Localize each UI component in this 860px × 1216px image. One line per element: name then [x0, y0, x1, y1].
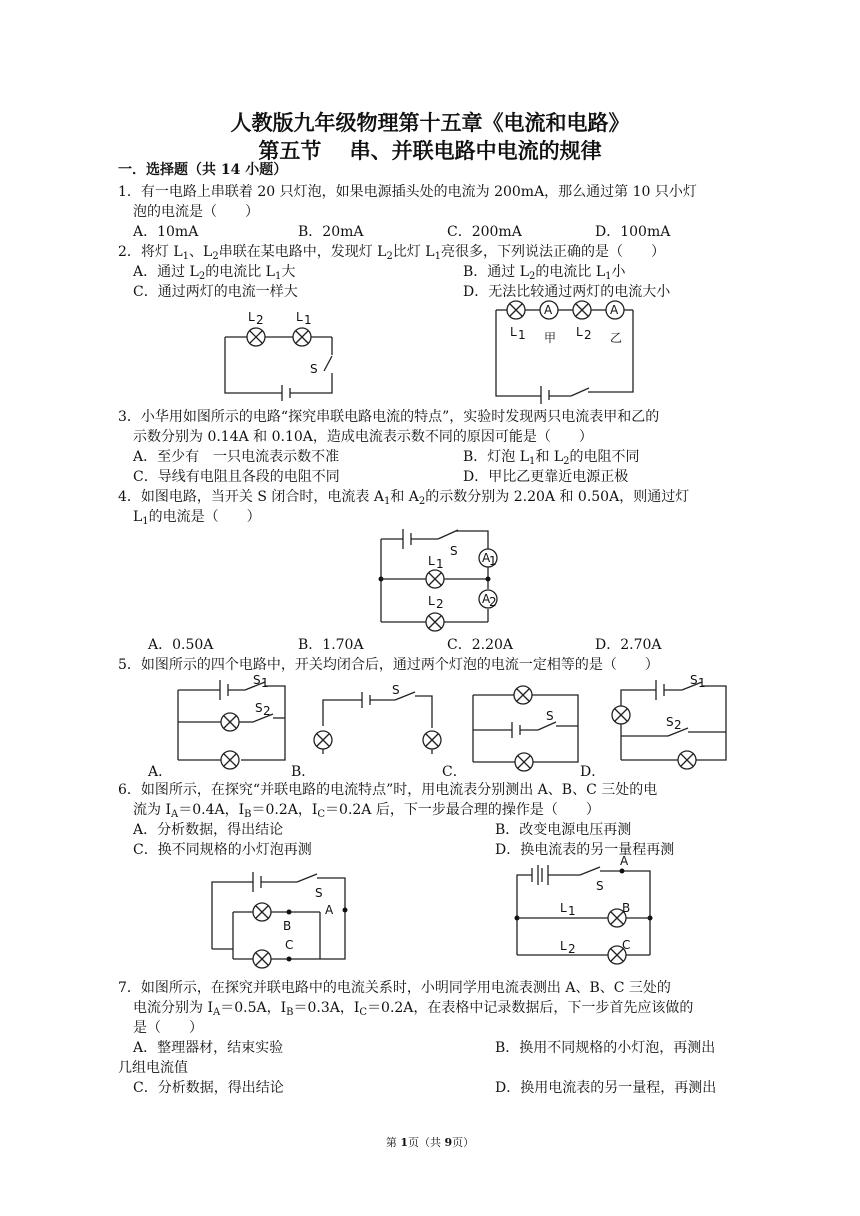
svg-text:2: 2 — [674, 718, 682, 732]
svg-text:A: A — [482, 592, 491, 606]
svg-text:L: L — [510, 325, 517, 339]
svg-text:S: S — [255, 701, 263, 715]
q1-option-d: D．100mA — [595, 224, 671, 240]
q1-option-b: B．20mA — [298, 224, 364, 240]
svg-text:乙: 乙 — [610, 331, 623, 345]
q3-stem-line-2: 示数分别为 0.14A 和 0.10A，造成电流表示数不同的原因可能是（ ） — [133, 429, 593, 445]
svg-text:2: 2 — [584, 328, 592, 342]
svg-text:L: L — [560, 901, 567, 915]
q6-circuit-figure-1 — [205, 867, 355, 972]
q5-stem: 5．如图所示的四个电路中，开关均闭合后，通过两个灯泡的电流一定相等的是（ ） — [118, 657, 659, 673]
svg-text:S: S — [310, 362, 318, 376]
q3-stem-line-1: 3．小华用如图所示的电路“探究串联电路电流的特点”，实验时发现两只电流表甲和乙的 — [118, 409, 660, 425]
svg-text:L: L — [428, 554, 435, 568]
svg-text:L: L — [576, 325, 583, 339]
q7-option-b-continued: 几组电流值 — [118, 1060, 188, 1076]
page-footer: 第 1页（共 9页） — [385, 1136, 475, 1149]
q1-stem-line-1: 1．有一电路上串联着 20 只灯泡，如果电源插头处的电流为 200mA，那么通过第 10 只小灯 — [118, 184, 697, 200]
svg-text:2: 2 — [436, 597, 444, 611]
q5-circuit-a — [175, 673, 295, 770]
q3-option-c: C．导线有电阻且各段的电阻不同 — [133, 469, 340, 485]
q7-stem-line-2: 电流分别为 $I_A=0.5A$，$I_B=0.3A$，$I_C=0.2A$，在表格中记录数据后，下一步首先应该做的 — [133, 1000, 694, 1018]
svg-text:甲: 甲 — [544, 331, 557, 345]
svg-text:2: 2 — [568, 942, 576, 956]
switch — [571, 388, 589, 396]
svg-text:L: L — [428, 594, 435, 608]
q3-option-b: B．灯泡 $L_1$和 $L_2$的电阻不同 — [463, 449, 640, 467]
q2-option-c: C．通过两灯的电流一样大 — [133, 284, 298, 300]
svg-text:A: A — [610, 303, 619, 317]
switch-s — [324, 356, 332, 371]
q4-circuit-figure — [378, 527, 503, 635]
q4-option-c: C．2.20A — [447, 637, 513, 653]
svg-text:1: 1 — [304, 313, 312, 327]
q6-option-d: D．换电流表的另一量程再测 — [495, 842, 675, 858]
svg-text:A: A — [325, 903, 334, 917]
q1-option-a: A．10mA — [133, 224, 199, 240]
svg-text:1: 1 — [698, 676, 706, 690]
svg-text:A: A — [620, 854, 629, 868]
svg-text:L: L — [248, 310, 255, 324]
q4-option-b: B．1.70A — [298, 637, 364, 653]
q5-circuit-b — [310, 683, 445, 758]
q7-option-b: B．换用不同规格的小灯泡，再测出 — [495, 1040, 716, 1056]
q1-stem-line-2: 泡的电流是（ ） — [133, 204, 259, 220]
q5-label-a: A． — [148, 764, 173, 780]
svg-text:B: B — [283, 919, 292, 933]
svg-text:A: A — [482, 551, 491, 565]
svg-text:C: C — [622, 938, 631, 952]
title-line-1: 人教版九年级物理第十五章《电流和电路》 — [230, 110, 630, 135]
q4-option-d: D．2.70A — [595, 637, 662, 653]
svg-text:1: 1 — [568, 904, 576, 918]
q6-option-b: B．改变电源电压再测 — [495, 822, 632, 838]
switch-s — [438, 530, 458, 539]
q7-option-d: D．换用电流表的另一量程，再测出 — [495, 1080, 717, 1096]
q4-stem-line-1: 4．如图电路，当开关 S 闭合时，电流表 $A_1$和 $A_2$的示数分别为 2.20A 和 0.50A，则通过灯 — [118, 489, 690, 507]
svg-text:A: A — [544, 303, 553, 317]
q3-option-a: A．至少有 一只电流表示数不准 — [133, 449, 340, 465]
q4-option-a: A．0.50A — [148, 637, 214, 653]
q6-option-c: C．换不同规格的小灯泡再测 — [133, 842, 312, 858]
svg-text:S: S — [392, 683, 400, 697]
q5-label-c: C． — [442, 764, 467, 780]
svg-text:1: 1 — [489, 554, 497, 568]
svg-text:1: 1 — [518, 328, 526, 342]
q4-stem-line-2: $L_1$的电流是（ ） — [133, 509, 261, 527]
q7-option-a: A．整理器材，结束实验 — [133, 1040, 284, 1056]
q5-label-d: D． — [580, 764, 606, 780]
q6-stem-line-2: 流为 $I_A=0.4A$，$I_B=0.2A$，$I_C=0.2A$ 后，下一步最合理的操作是（ ） — [133, 802, 600, 820]
section-heading: 一．选择题（共 14 小题） — [118, 162, 288, 178]
q5-label-b: B． — [291, 764, 316, 780]
title-line-2: 第五节 串、并联电路中电流的规律 — [258, 138, 602, 163]
svg-text:2: 2 — [256, 313, 264, 327]
q2-option-b: B．通过 $L_2$的电流比 $L_1$小 — [463, 264, 626, 282]
q2-circuit-figure — [220, 305, 340, 400]
svg-text:S: S — [596, 879, 604, 893]
q7-stem-line-3: 是（ ） — [133, 1020, 203, 1036]
q6-circuit-figure-2 — [510, 854, 660, 972]
svg-text:S: S — [315, 886, 323, 900]
svg-text:S: S — [546, 709, 554, 723]
svg-text:S: S — [450, 544, 458, 558]
q6-stem-line-1: 6．如图所示，在探究“并联电路的电流特点”时，用电流表分别测出 A、B、C 三处的电 — [118, 782, 658, 798]
svg-text:1: 1 — [436, 557, 444, 571]
q1-option-c: C．200mA — [447, 224, 522, 240]
svg-text:S: S — [253, 673, 261, 687]
q7-stem-line-1: 7．如图所示，在探究并联电路中的电流关系时，小明同学用电流表测出 A、B、C 三处的 — [118, 980, 671, 996]
q2-stem: 2．将灯 $L_1$、$L_2$串联在某电路中，发现灯 $L_2$比灯 $L_1$亮很多，下列说法正确的是（ ） — [118, 244, 665, 262]
svg-text:L: L — [296, 310, 303, 324]
svg-text:2: 2 — [263, 704, 271, 718]
q3-circuit-figure — [493, 300, 643, 405]
q2-option-d: D．无法比较通过两灯的电流大小 — [463, 284, 671, 300]
svg-text:C: C — [285, 938, 294, 952]
svg-text:B: B — [622, 901, 631, 915]
q5-circuit-c — [470, 680, 585, 772]
svg-text:L: L — [560, 939, 567, 953]
q2-option-a: A．通过 $L_2$的电流比 $L_1$大 — [133, 264, 296, 282]
q6-option-a: A．分析数据，得出结论 — [133, 822, 284, 838]
q3-option-d: D．甲比乙更靠近电源正极 — [463, 469, 629, 485]
svg-text:S: S — [690, 673, 698, 687]
q7-option-c: C．分析数据，得出结论 — [133, 1080, 284, 1096]
svg-text:S: S — [666, 715, 674, 729]
q5-circuit-d — [608, 673, 733, 770]
svg-text:2: 2 — [489, 595, 497, 609]
svg-text:1: 1 — [261, 676, 269, 690]
